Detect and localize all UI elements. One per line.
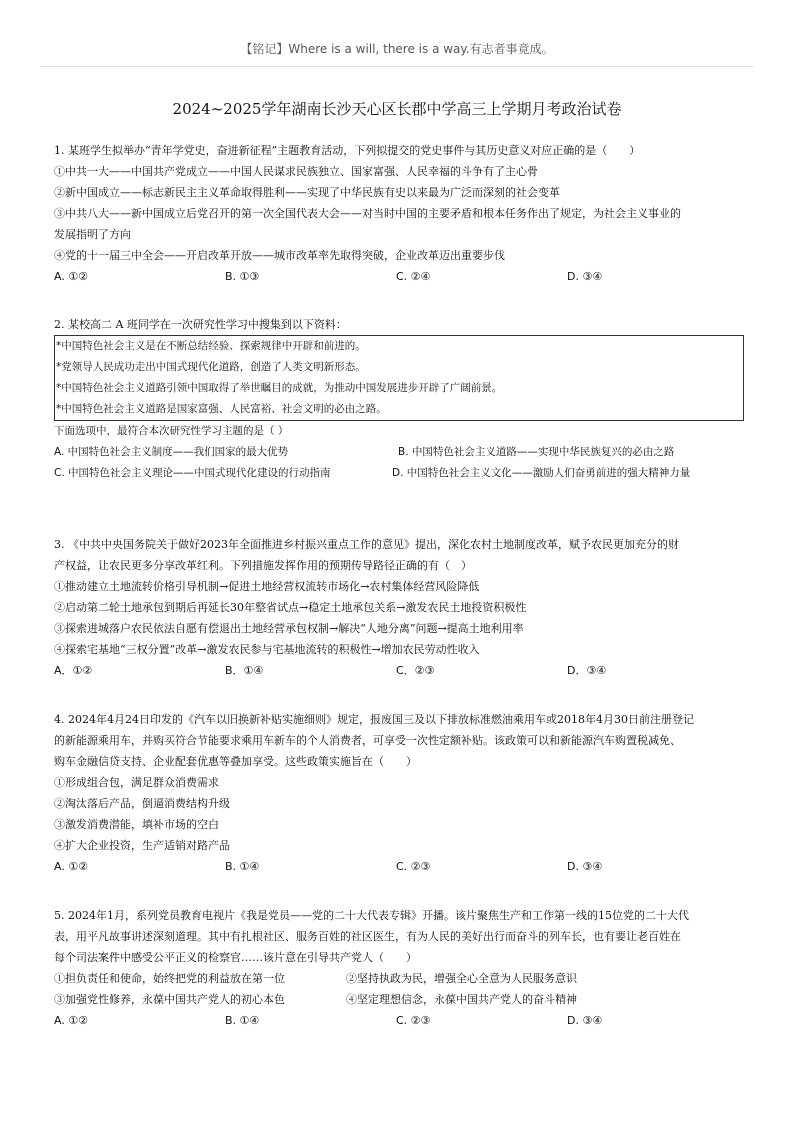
option-a[interactable]: A. ①② — [54, 1014, 89, 1027]
statement-item: ④党的十一届三中全会——开启改革开放——城市改革率先取得突破，企业改革迈出重要步伐 — [54, 249, 505, 262]
material-line: *党领导人民成功走出中国式现代化道路，创造了人类文明新形态。 — [56, 361, 366, 373]
option-b[interactable]: B. ①④ — [225, 1014, 260, 1027]
statement-item: ④扩大企业投资，生产适销对路产品 — [54, 839, 230, 852]
statement-item: ③加强党性修养，永葆中国共产党人的初心本色 — [54, 993, 285, 1006]
header-motto: 【铭记】Where is a will, there is a way.有志者事竟成。 — [240, 42, 554, 56]
statement-item: ①推动建立土地流转价格引导机制→促进土地经营权流转市场化→农村集体经营风险降低 — [54, 580, 480, 593]
option-c[interactable]: C. ②③ — [396, 1014, 431, 1027]
option-d[interactable]: D. ③④ — [567, 270, 603, 283]
material-line: *中国特色社会主义道路引领中国取得了举世瞩目的成就，为推动中国发展进步开辟了广阔前景。 — [56, 382, 503, 394]
statement-item: ③中共八大——新中国成立后党召开的第一次全国代表大会——对当时中国的主要矛盾和根本任务作出了规定，为社会主义事业的 — [54, 207, 681, 220]
question-stem: 4. 2024年4月24日印发的《汽车以旧换新补贴实施细则》规定，报废国三及以下排放标准燃油乘用车或2018年4月30日前注册登记 — [54, 713, 694, 726]
statement-item: ③激发消费潜能，填补市场的空白 — [54, 818, 219, 831]
question-stem: 5. 2024年1月，系列党员教育电视片《我是党员——党的二十大代表专辑》开播。该片聚焦生产和工作第一线的15位党的二十大代 — [54, 909, 689, 922]
question-stem: 2. 某校高二 A 班同学在一次研究性学习中搜集到以下资料： — [54, 318, 347, 331]
option-c[interactable]: C．②③ — [396, 664, 435, 677]
option-a[interactable]: A. ①② — [54, 270, 89, 283]
question-prompt: 下面选项中，最符合本次研究性学习主题的是（ ） — [54, 425, 289, 437]
question-stem-continuation: 产权益，让农民更多分享改革红利。下列措施发挥作用的预期传导路径正确的有（ ） — [54, 559, 472, 572]
question-stem-continuation: 的新能源乘用车，并购买符合节能要求乘用车新车的个人消费者，可享受一次性定额补贴。该政策可以和新能源汽车购置税减免、 — [54, 734, 681, 747]
question-4 — [54, 709, 744, 877]
question-stem: 1. 某班学生拟举办“青年学党史，奋进新征程”主题教育活动，下列拟提交的党史事件与其历史意义对应正确的是（ ） — [54, 144, 641, 157]
question-3 — [54, 534, 744, 681]
option-a[interactable]: A．①② — [54, 664, 93, 677]
option-c[interactable]: C. ②④ — [396, 270, 431, 283]
statement-item: ④坚定理想信念，永葆中国共产党人的奋斗精神 — [346, 993, 577, 1006]
option-b[interactable]: B. ①③ — [225, 270, 260, 283]
option-b[interactable]: B．①④ — [225, 664, 264, 677]
option-b[interactable]: B. ①④ — [225, 860, 260, 873]
statement-item: ②坚持执政为民，增强全心全意为人民服务意识 — [346, 972, 577, 985]
option-d[interactable]: D. ③④ — [567, 1014, 603, 1027]
option-a[interactable]: A. 中国特色社会主义制度——我们国家的最大优势 — [54, 446, 289, 458]
header-divider — [40, 66, 754, 67]
option-d[interactable]: D. 中国特色社会主义文化——激励人们奋勇前进的强大精神力量 — [392, 467, 691, 479]
statement-item: ②启动第二轮土地承包到期后再延长30年整省试点→稳定土地承包关系→激发农民土地投资积极性 — [54, 601, 527, 614]
question-stem-continuation: 购车金融信贷支持、企业配套优惠等叠加享受。这些政策实施旨在（ ） — [54, 755, 417, 768]
question-stem: 3. 《中共中央国务院关于做好2023年全面推进乡村振兴重点工作的意见》提出，深化农村土地制度改革，赋予农民更加充分的财 — [54, 538, 679, 551]
option-b[interactable]: B. 中国特色社会主义道路——实现中华民族复兴的必由之路 — [398, 446, 675, 458]
statement-item: ②淘汰落后产品，倒逼消费结构升级 — [54, 797, 230, 810]
question-1 — [54, 140, 744, 287]
material-line: *中国特色社会主义是在不断总结经验、探索规律中开辟和前进的。 — [56, 340, 366, 352]
option-d[interactable]: D. ③④ — [567, 860, 603, 873]
statement-item: ①形成组合包，满足群众消费需求 — [54, 776, 219, 789]
option-c[interactable]: C. 中国特色社会主义理论——中国式现代化建设的行动指南 — [54, 467, 331, 479]
option-a[interactable]: A. ①② — [54, 860, 89, 873]
page-title: 2024~2025学年湖南长沙天心区长郡中学高三上学期月考政治试卷 — [172, 100, 622, 118]
question-5 — [54, 905, 744, 1031]
question-stem-continuation: 每个司法案件中感受公平正义的检察官……该片意在引导共产党人（ ） — [54, 951, 417, 964]
statement-item-continuation: 发展指明了方向 — [54, 228, 131, 241]
material-line: *中国特色社会主义道路是国家富强、人民富裕、社会文明的必由之路。 — [56, 403, 387, 415]
material-box — [54, 335, 744, 421]
statement-item: ②新中国成立——标志新民主主义革命取得胜利——实现了中华民族有史以来最为广泛而深刻的社会变革 — [54, 186, 560, 199]
option-d[interactable]: D．③④ — [567, 664, 607, 677]
question-2 — [54, 314, 744, 484]
statement-item: ④探索宅基地“三权分置”改革→激发农民参与宅基地流转的积极性→增加农民劳动性收入 — [54, 643, 480, 656]
statement-item: ①担负责任和使命，始终把党的利益放在第一位 — [54, 972, 285, 985]
statement-item: ①中共一大——中国共产党成立——中国人民谋求民族独立、国家富强、人民幸福的斗争有了主心骨 — [54, 165, 538, 178]
option-c[interactable]: C. ②③ — [396, 860, 431, 873]
statement-item: ③探索进城落户农民依法自愿有偿退出土地经营承包权制→解决“人地分离”问题→提高土地利用率 — [54, 622, 524, 635]
question-stem-continuation: 表，用平凡故事讲述深刻道理。其中有扎根社区、服务百姓的社区医生，有为人民的美好出行而奋斗的列车长，也有要让老百姓在 — [54, 930, 681, 943]
